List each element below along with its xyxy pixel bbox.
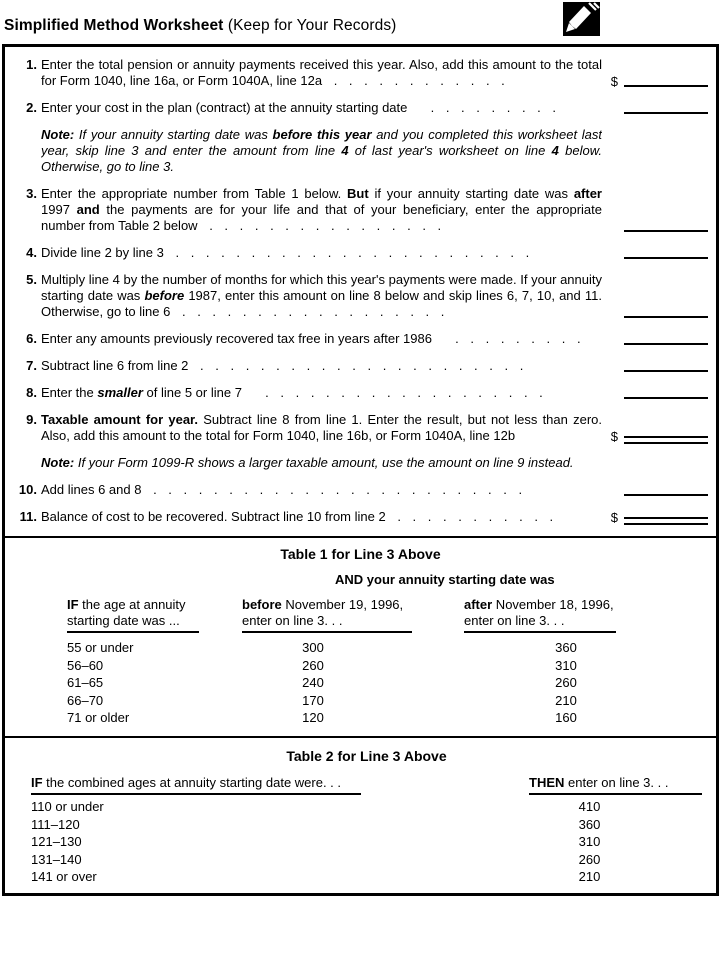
page-title-sub: (Keep for Your Records) (223, 17, 397, 34)
worksheet-line-item (11, 509, 712, 525)
table1-section (5, 546, 716, 727)
table1-before-cell: 170 (302, 692, 324, 708)
line-number: 10. (18, 482, 37, 497)
entry-area (602, 186, 712, 234)
line-number: 9. (26, 412, 37, 427)
line-text: Subtract line 6 from line 2 . . . . . . . . . . . . . . . . . . . . . . (41, 358, 524, 373)
table2-row (31, 816, 702, 834)
line-number: 4. (26, 245, 37, 260)
table1-col3-header: after November 18, 1996, enter on line 3. . . (464, 597, 716, 633)
entry-line-single (624, 494, 708, 496)
worksheet-line-item (11, 482, 712, 498)
entry-area (602, 272, 712, 320)
line-number: 7. (26, 358, 37, 373)
worksheet-line-item (11, 385, 712, 401)
line-number: 5. (26, 272, 37, 287)
line-text: Add lines 6 and 8 . . . . . . . . . . . . . . . . . . . . . . . . . (41, 482, 523, 497)
line-text: Enter the appropriate number from Table 1 below. But if your annuity starting date was after 1997 and the payments are for your life and that of your beneficiary, enter the appropriate number from Table 2 below . . . . . . . . . . . . . . . . (41, 186, 602, 233)
table2-ages-cell: 141 or over (31, 869, 97, 884)
table2-ages-cell: 131–140 (31, 851, 82, 867)
table1-grid (5, 597, 716, 727)
dollar-sign: $ (610, 510, 618, 525)
table1-after-cell: 210 (555, 692, 577, 708)
table1-col1-header: IF the age at annuity starting date was ... (67, 597, 242, 633)
worksheet-line-item (11, 100, 712, 116)
table2-row (31, 868, 702, 886)
table2-col2-header: THEN enter on line 3. . . (529, 775, 702, 795)
line-text: Enter the smaller of line 5 or line 7 . . . . . . . . . . . . . . . . . . . (41, 385, 543, 400)
entry-area (602, 57, 712, 89)
table2-row (31, 798, 702, 816)
table2-section (5, 746, 716, 886)
section-divider-2 (5, 736, 716, 738)
table2-value-cell: 410 (578, 799, 601, 814)
entry-line-double (624, 436, 708, 444)
table1-col2-header: before November 19, 1996, enter on line 3. . . (242, 597, 464, 633)
table1-before-cell: 260 (302, 657, 324, 673)
worksheet-line-item (11, 272, 712, 320)
table2-value-cell: 260 (578, 851, 601, 867)
table1-age-cell: 56–60 (67, 657, 104, 673)
table1-before-cell: 240 (302, 675, 324, 690)
dollar-sign: $ (610, 429, 618, 444)
line-text: Note: If your annuity starting date was before this year and you completed this worksheet last year, skip line 3 and enter the amount from line 4 of last year's worksheet on line 4 below. Otherwise, go to line 3. (41, 127, 602, 174)
table1-age-cell: 61–65 (67, 675, 104, 690)
line-number: 3. (26, 186, 37, 201)
entry-line-single (624, 112, 708, 114)
worksheet-line-item (11, 412, 712, 444)
entry-area (602, 385, 712, 401)
table1-subtitle: AND your annuity starting date was (335, 572, 555, 587)
entry-line-single (624, 316, 708, 318)
table1-age-cell: 66–70 (67, 692, 104, 708)
entry-area (602, 100, 712, 116)
worksheet-line-item (11, 331, 712, 347)
line-number: 2. (26, 100, 37, 115)
table1-after-cell: 310 (555, 657, 577, 673)
page-title-main: Simplified Method Worksheet (4, 17, 224, 34)
entry-line-single (624, 343, 708, 345)
table1-before-cell: 300 (302, 640, 324, 655)
entry-area (602, 127, 712, 175)
table2-ages-cell: 110 or under (31, 799, 104, 814)
entry-line-single (624, 85, 708, 87)
entry-area (602, 245, 712, 261)
line-number (11, 127, 37, 175)
worksheet-header (0, 0, 721, 44)
line-text: Balance of cost to be recovered. Subtract line 10 from line 2 . . . . . . . . . . . (41, 509, 554, 524)
worksheet-line-item (11, 358, 712, 374)
entry-area (602, 358, 712, 374)
line-text: Divide line 2 by line 3 . . . . . . . . . . . . . . . . . . . . . . . . (41, 245, 530, 260)
table1-after-cell: 160 (555, 710, 577, 725)
line-number: 8. (26, 385, 37, 400)
line-text: Enter any amounts previously recovered tax free in years after 1986 . . . . . . . . . (41, 331, 581, 346)
table2-value-cell: 360 (578, 816, 601, 832)
entry-area (602, 331, 712, 347)
entry-line-double (624, 517, 708, 525)
table2-row (31, 833, 702, 851)
entry-area (602, 455, 712, 471)
line-number: 6. (26, 331, 37, 346)
table2-value-cell: 310 (578, 834, 601, 849)
line-number: 11. (19, 509, 37, 524)
entry-area (602, 509, 712, 525)
dollar-sign: $ (610, 74, 618, 89)
entry-line-single (624, 397, 708, 399)
table1-before-cell: 120 (302, 710, 324, 725)
worksheet-line-item (11, 127, 712, 175)
worksheet-box (2, 44, 719, 896)
table1-after-cell: 260 (555, 675, 577, 690)
line-number: 1. (26, 57, 37, 72)
table1-age-cell: 55 or under (67, 640, 134, 655)
table2-ages-cell: 111–120 (31, 816, 80, 832)
worksheet-line-item (11, 186, 712, 234)
entry-area (602, 412, 712, 444)
worksheet-line-item (11, 245, 712, 261)
worksheet-lines (5, 57, 716, 525)
line-text: Note: If your Form 1099-R shows a larger taxable amount, use the amount on line 9 instead. (41, 455, 574, 470)
entry-area (602, 482, 712, 498)
table1-after-cell: 360 (555, 640, 577, 655)
table1-age-cell: 71 or older (67, 710, 130, 725)
entry-line-single (624, 257, 708, 259)
worksheet-line-item (11, 455, 712, 471)
table2-header-row (31, 775, 702, 795)
table2-value-cell: 210 (578, 869, 601, 884)
worksheet-line-item (11, 57, 712, 89)
page-title (4, 17, 396, 35)
table2-ages-cell: 121–130 (31, 834, 82, 849)
table2-col1-header: IF the combined ages at annuity starting date were. . . (31, 775, 361, 795)
entry-line-single (624, 370, 708, 372)
line-text: Taxable amount for year. Subtract line 8 from line 1. Enter the result, but not less than zero. Also, add this amount to the total for Form 1040, line 16b, or Form 1040A, line 12b (41, 412, 602, 443)
pencil-icon (563, 2, 600, 36)
table2-rows (31, 798, 702, 886)
entry-line-single (624, 230, 708, 232)
table1-title: Table 1 for Line 3 Above (280, 546, 441, 562)
line-text: Enter your cost in the plan (contract) at the annuity starting date . . . . . . . . . (41, 100, 556, 115)
table2-title: Table 2 for Line 3 Above (286, 747, 447, 764)
line-text: Multiply line 4 by the number of months for which this year's payments were made. If your annuity starting date was before 1987, enter this amount on line 8 below and skip lines 6, 7, 10, and 11. Otherwise, go to line 6 . . . . . . . . . . . . . . . . . . (41, 272, 602, 319)
line-number (11, 455, 37, 471)
table2-row (31, 851, 702, 869)
section-divider-1 (5, 536, 716, 538)
line-text: Enter the total pension or annuity payments received this year. Also, add this amount to the total for Form 1040, line 16a, or Form 1040A, line 12a . . . . . . . . . . . . (41, 57, 602, 88)
